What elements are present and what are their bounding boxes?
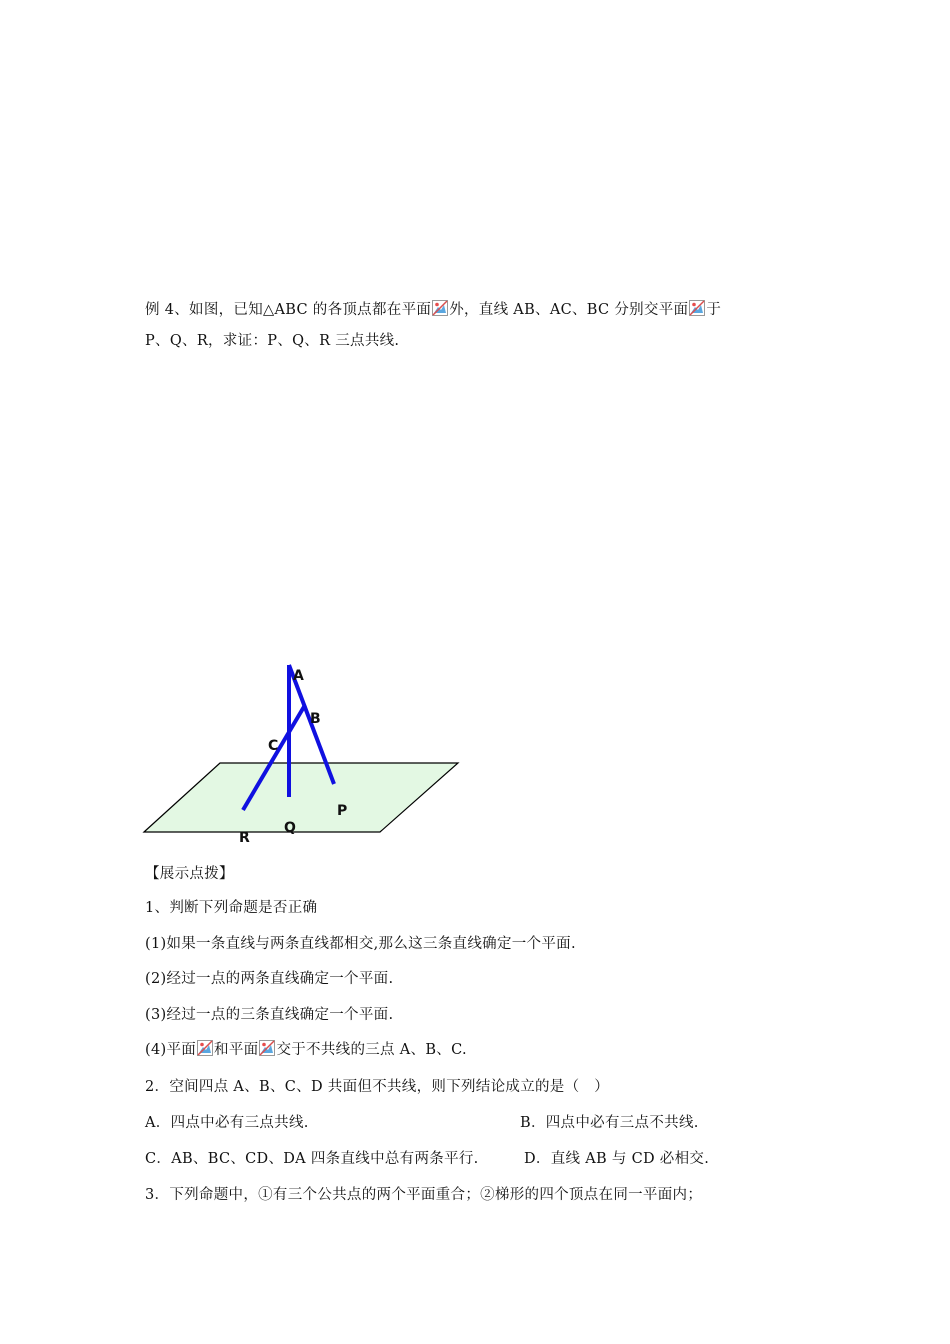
example4-text-b: 外，直线 AB、AC、BC 分别交平面	[449, 302, 689, 318]
question-2-option-b: B．四点中必有三点不共线.	[520, 1115, 699, 1131]
label-q: Q	[284, 820, 296, 836]
question-3-title: 3．下列命题中，①有三个公共点的两个平面重合；②梯形的四个顶点在同一平面内；	[145, 1187, 703, 1203]
q1-item4-text-b: 和平面	[214, 1042, 259, 1058]
label-a: A	[293, 668, 304, 684]
q1-item4-text-a: (4)平面	[145, 1042, 197, 1058]
question-1-title: 1、判断下列命题是否正确	[145, 900, 318, 916]
label-r: R	[239, 830, 250, 846]
example4-text-c: 于	[706, 302, 722, 318]
question-2-title: 2．空间四点 A、B、C、D 共面但不共线，则下列结论成立的是（ ）	[145, 1079, 609, 1095]
section-header: 【展示点拨】	[145, 866, 234, 882]
example4-text-a: 例 4、如图，已知△ABC 的各顶点都在平面	[145, 302, 432, 318]
question-2-option-c: C．AB、BC、CD、DA 四条直线中总有两条平行.	[145, 1151, 479, 1167]
label-c: C	[268, 738, 279, 754]
example4-line2: P、Q、R，求证：P、Q、R 三点共线.	[145, 333, 400, 349]
label-b: B	[310, 711, 321, 727]
plane-alpha	[144, 763, 458, 832]
broken-image-icon	[259, 1040, 275, 1056]
question-2-option-d: D．直线 AB 与 CD 必相交.	[524, 1151, 710, 1167]
broken-image-icon	[689, 300, 705, 316]
question-1-item-3: (3)经过一点的三条直线确定一个平面.	[145, 1007, 394, 1023]
geometry-figure	[140, 655, 470, 859]
question-2-option-a: A．四点中必有三点共线.	[145, 1115, 309, 1131]
example4-line1	[145, 298, 721, 319]
question-1-item-1: (1)如果一条直线与两条直线都相交,那么这三条直线确定一个平面.	[145, 936, 576, 952]
broken-image-icon	[432, 300, 448, 316]
label-p: P	[337, 803, 348, 819]
question-1-item-2: (2)经过一点的两条直线确定一个平面.	[145, 971, 394, 987]
q1-item4-text-c: 交于不共线的三点 A、B、C.	[276, 1042, 467, 1058]
broken-image-icon	[197, 1040, 213, 1056]
question-1-item-4	[145, 1038, 467, 1059]
